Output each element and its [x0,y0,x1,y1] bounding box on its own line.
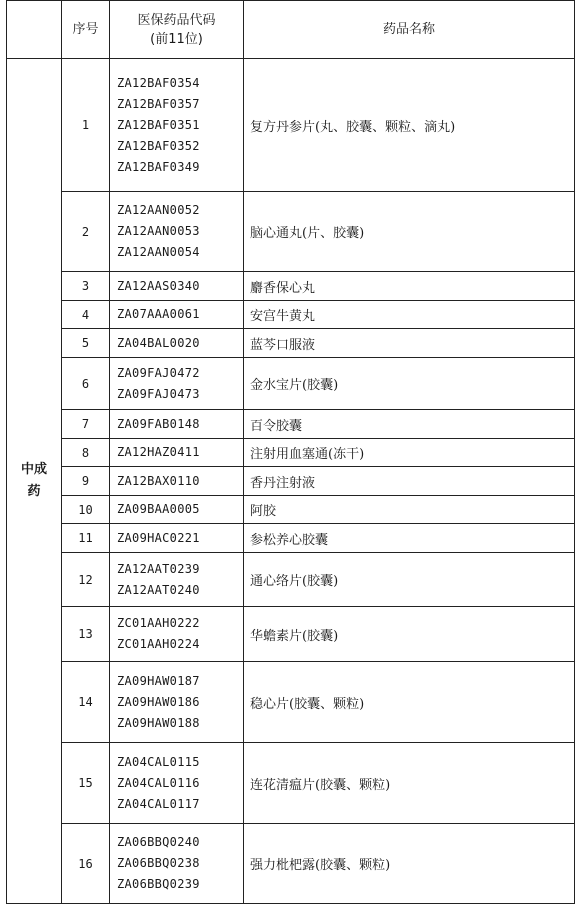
drug-code: ZA12HAZ0411 [117,445,200,459]
header-name: 药品名称 [244,1,575,59]
table-row [7,824,575,904]
drug-name: 复方丹参片(丸、胶囊、颗粒、滴丸) [244,59,575,192]
drug-code-cell [110,358,244,410]
table-row [7,467,575,496]
drug-code: ZA12AAS0340 [117,278,200,293]
drug-name: 百令胶囊 [244,410,575,439]
row-number: 4 [62,301,110,329]
row-number: 1 [62,59,110,192]
table-row [7,607,575,662]
drug-code: ZA06BBQ0238 [117,856,200,870]
drug-code: ZA06BBQ0240 [117,835,200,849]
row-number: 6 [62,358,110,410]
category-label: 中成药 [20,462,47,499]
table-row [7,439,575,467]
drug-name: 通心络片(胶囊) [244,553,575,607]
header-code-line1: 医保药品代码 [137,12,216,28]
drug-code: ZA09FAJ0473 [117,386,200,401]
drug-code: ZA12AAN0054 [117,245,200,259]
table-header-row [7,1,575,59]
drug-table [6,0,575,904]
drug-code-cell [110,524,244,553]
row-number: 9 [62,467,110,496]
drug-code: ZA12BAX0110 [117,473,200,488]
drug-code-cell [110,467,244,496]
drug-code-cell [110,496,244,524]
table-row [7,524,575,553]
drug-name: 蓝芩口服液 [244,329,575,358]
drug-code-cell [110,607,244,662]
drug-name: 安宫牛黄丸 [244,301,575,329]
drug-code: ZA12AAN0053 [117,224,200,238]
table-row [7,329,575,358]
drug-code: ZA09FAJ0472 [117,365,200,380]
table-row [7,301,575,329]
row-number: 8 [62,439,110,467]
drug-code: ZA12BAF0351 [117,117,200,132]
drug-code: ZA09HAW0187 [117,673,200,688]
table-row [7,496,575,524]
drug-code: ZA04CAL0115 [117,754,200,769]
drug-code-cell [110,439,244,467]
row-number: 16 [62,824,110,904]
header-code [110,1,244,59]
drug-code-cell [110,410,244,439]
drug-name: 强力枇杷露(胶囊、颗粒) [244,824,575,904]
drug-code-cell [110,553,244,607]
header-code-line2: (前11位) [150,31,203,47]
row-number: 7 [62,410,110,439]
drug-code: ZA04CAL0117 [117,796,200,811]
table-body [7,59,575,904]
table-row [7,553,575,607]
table-row [7,272,575,301]
drug-code-cell [110,662,244,743]
row-number: 12 [62,553,110,607]
row-number: 5 [62,329,110,358]
drug-name: 脑心通丸(片、胶囊) [244,192,575,272]
drug-code: ZA09HAW0186 [117,694,200,709]
drug-name: 麝香保心丸 [244,272,575,301]
drug-code: ZA12BAF0349 [117,159,200,174]
drug-code: ZA12BAF0354 [117,75,200,90]
drug-code: ZA09BAA0005 [117,502,200,516]
drug-code: ZA12AAT0240 [117,582,200,597]
drug-code: ZA09HAC0221 [117,530,200,545]
table-row [7,743,575,824]
row-number: 10 [62,496,110,524]
table-row [7,358,575,410]
header-seq: 序号 [62,1,110,59]
drug-list-document [6,0,575,907]
drug-code: ZA04CAL0116 [117,775,200,790]
drug-code: ZC01AAH0224 [117,637,200,651]
drug-name: 注射用血塞通(冻干) [244,439,575,467]
row-number: 15 [62,743,110,824]
row-number: 3 [62,272,110,301]
drug-code: ZA12AAT0239 [117,561,200,576]
drug-name: 香丹注射液 [244,467,575,496]
table-row [7,410,575,439]
drug-name: 稳心片(胶囊、颗粒) [244,662,575,743]
row-number: 13 [62,607,110,662]
drug-code-cell [110,743,244,824]
drug-name: 连花清瘟片(胶囊、颗粒) [244,743,575,824]
row-number: 14 [62,662,110,743]
drug-code-cell [110,824,244,904]
drug-code-cell [110,272,244,301]
drug-name: 参松养心胶囊 [244,524,575,553]
drug-code: ZC01AAH0222 [117,616,200,630]
drug-code: ZA06BBQ0239 [117,877,200,891]
drug-code: ZA04BAL0020 [117,335,200,350]
table-row [7,192,575,272]
row-number: 11 [62,524,110,553]
table-row [7,59,575,192]
drug-code: ZA12AAN0052 [117,203,200,217]
drug-code-cell [110,301,244,329]
drug-code-cell [110,329,244,358]
drug-name: 华蟾素片(胶囊) [244,607,575,662]
drug-name: 阿胶 [244,496,575,524]
drug-code-cell [110,192,244,272]
drug-code: ZA09FAB0148 [117,416,200,431]
category-cell [7,59,62,904]
drug-code: ZA09HAW0188 [117,715,200,730]
drug-code: ZA12BAF0357 [117,96,200,111]
table-row [7,662,575,743]
drug-code: ZA07AAA0061 [117,307,200,321]
drug-code: ZA12BAF0352 [117,138,200,153]
drug-name: 金水宝片(胶囊) [244,358,575,410]
row-number: 2 [62,192,110,272]
drug-code-cell [110,59,244,192]
header-blank-cell [7,1,62,59]
